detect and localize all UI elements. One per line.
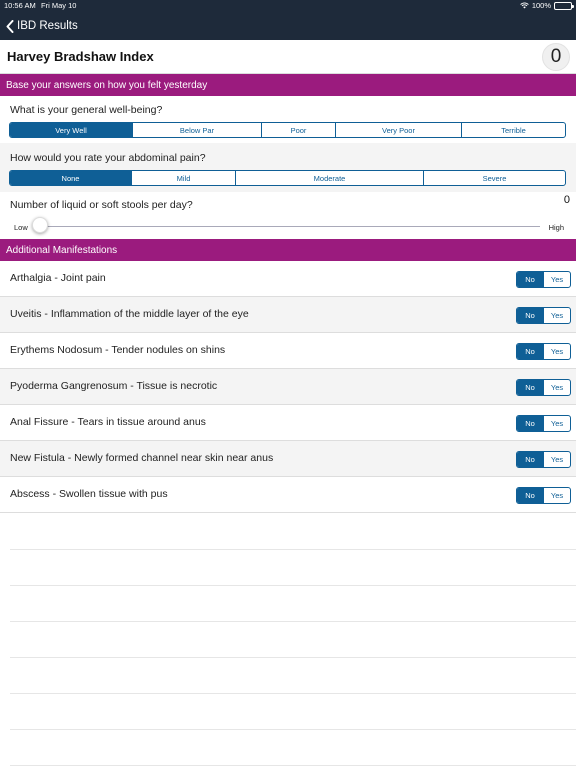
battery-icon (554, 2, 572, 10)
yes-no-toggle (516, 415, 571, 432)
status-bar (0, 0, 576, 12)
back-label: IBD Results (17, 20, 78, 32)
yes-no-toggle (516, 451, 571, 468)
section-header-additional: Additional Manifestations (0, 239, 576, 261)
manifestation-row-abscess (0, 477, 576, 513)
manifestation-label: New Fistula - Newly formed channel near skin near anus (10, 452, 274, 464)
wellbeing-segmented-control (9, 122, 566, 138)
empty-row-divider (10, 693, 576, 694)
yes-option[interactable]: Yes (543, 380, 570, 395)
stools-slider-thumb[interactable] (32, 217, 48, 233)
pain-option-mild[interactable]: Mild (131, 171, 235, 185)
manifestation-label: Arthalgia - Joint pain (10, 272, 106, 284)
empty-row-divider (10, 765, 576, 766)
status-date: Fri May 10 (41, 1, 77, 10)
yes-no-toggle (516, 271, 571, 288)
stools-value: 0 (563, 194, 570, 206)
section-header-base: Base your answers on how you felt yesterday (0, 74, 576, 96)
yes-option[interactable]: Yes (543, 488, 570, 503)
question-pain-label: How would you rate your abdominal pain? (10, 152, 206, 164)
yes-option[interactable]: Yes (543, 452, 570, 467)
empty-row-divider (10, 657, 576, 658)
manifestation-row-erythems-nodosum (0, 333, 576, 369)
yes-option[interactable]: Yes (543, 308, 570, 323)
status-time: 10:56 AM (4, 1, 36, 10)
pain-segmented-control (9, 170, 566, 186)
manifestation-label: Pyoderma Gangrenosum - Tissue is necrotic (10, 380, 218, 392)
empty-row-divider (10, 729, 576, 730)
yes-no-toggle (516, 379, 571, 396)
manifestation-row-uveitis (0, 297, 576, 333)
manifestation-label: Erythems Nodosum - Tender nodules on shins (10, 344, 226, 356)
wellbeing-option-poor[interactable]: Poor (261, 123, 335, 137)
wifi-icon (520, 2, 529, 9)
empty-row-divider (10, 621, 576, 622)
stools-slider-track[interactable] (34, 226, 540, 227)
slider-high-label: High (548, 223, 564, 232)
question-pain (0, 143, 576, 192)
yes-option[interactable]: Yes (543, 344, 570, 359)
yes-no-toggle (516, 307, 571, 324)
score-badge: 0 (542, 43, 570, 71)
question-stools (0, 192, 576, 239)
title-bar (0, 40, 576, 74)
manifestation-label: Abscess - Swollen tissue with pus (10, 488, 168, 500)
yes-no-toggle (516, 487, 571, 504)
wellbeing-option-below-par[interactable]: Below Par (132, 123, 261, 137)
battery-percent: 100% (531, 1, 551, 10)
chevron-left-icon (6, 20, 14, 33)
no-option[interactable]: No (517, 380, 543, 395)
no-option[interactable]: No (517, 344, 543, 359)
pain-option-none[interactable]: None (10, 171, 131, 185)
wellbeing-option-very-well[interactable]: Very Well (10, 123, 132, 137)
manifestation-row-pyoderma-gangrenosum (0, 369, 576, 405)
question-wellbeing (0, 96, 576, 143)
question-stools-label: Number of liquid or soft stools per day? (10, 199, 193, 211)
no-option[interactable]: No (517, 308, 543, 323)
pain-option-moderate[interactable]: Moderate (235, 171, 423, 185)
no-option[interactable]: No (517, 452, 543, 467)
slider-low-label: Low (14, 223, 28, 232)
wellbeing-option-terrible[interactable]: Terrible (461, 123, 565, 137)
no-option[interactable]: No (517, 272, 543, 287)
empty-row-divider (10, 549, 576, 550)
manifestation-row-new-fistula (0, 441, 576, 477)
page-title: Harvey Bradshaw Index (7, 49, 154, 64)
yes-option[interactable]: Yes (543, 416, 570, 431)
yes-option[interactable]: Yes (543, 272, 570, 287)
manifestation-label: Anal Fissure - Tears in tissue around anus (10, 416, 206, 428)
question-wellbeing-label: What is your general well-being? (10, 104, 163, 116)
status-right (520, 1, 572, 10)
manifestation-row-anal-fissure (0, 405, 576, 441)
empty-row-divider (10, 585, 576, 586)
nav-bar (0, 12, 576, 40)
wellbeing-option-very-poor[interactable]: Very Poor (335, 123, 461, 137)
no-option[interactable]: No (517, 488, 543, 503)
pain-option-severe[interactable]: Severe (423, 171, 565, 185)
no-option[interactable]: No (517, 416, 543, 431)
yes-no-toggle (516, 343, 571, 360)
manifestation-row-arthalgia (0, 261, 576, 297)
manifestation-label: Uveitis - Inflammation of the middle layer of the eye (10, 308, 249, 320)
back-button[interactable] (6, 17, 78, 35)
